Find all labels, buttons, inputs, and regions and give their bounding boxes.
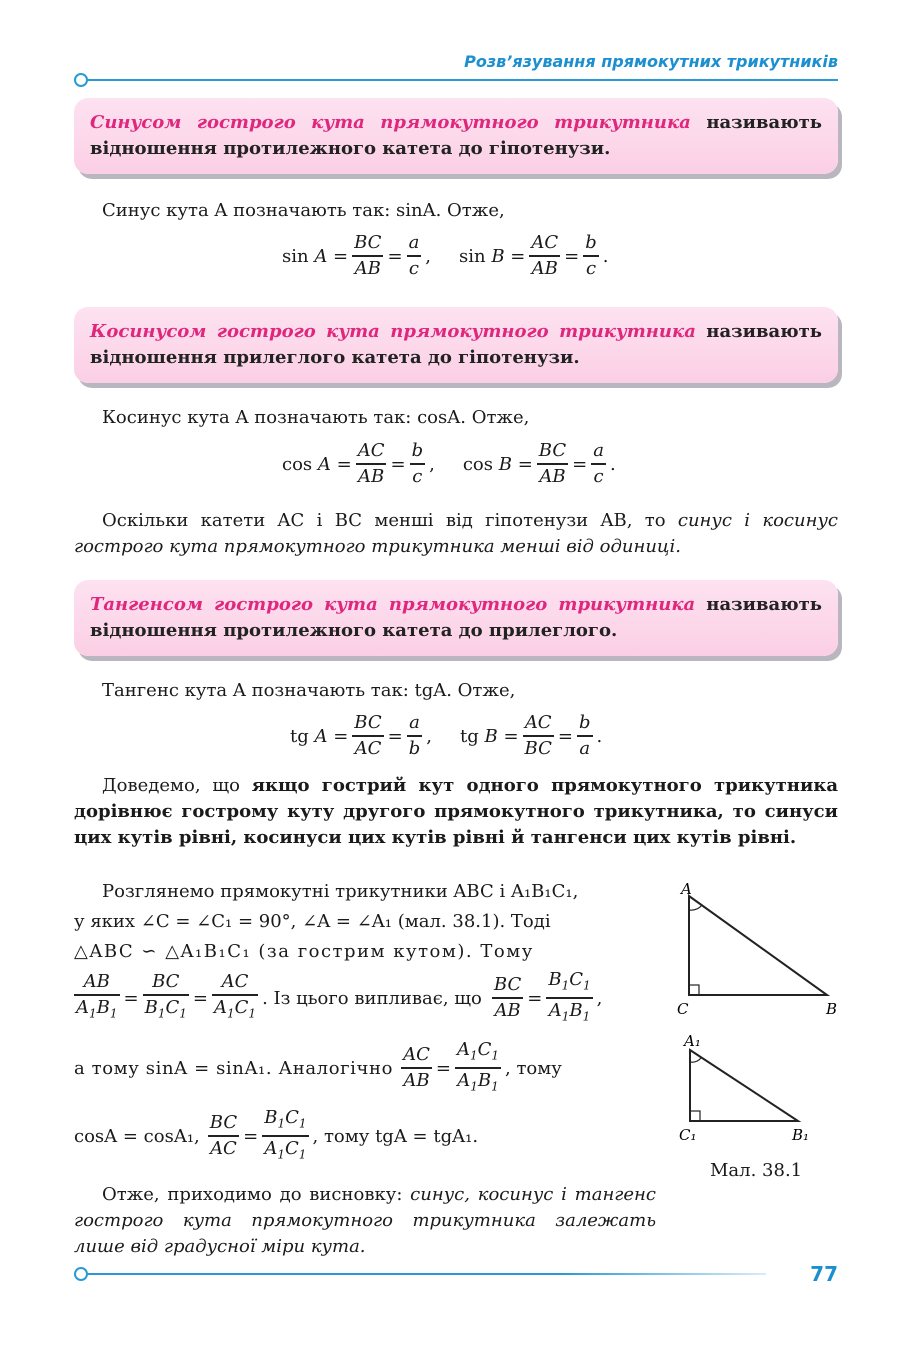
label-B1: B₁ [792,1126,810,1144]
right-angle-mark [689,985,699,995]
tangent-intro: Тангенс кута A позначають так: tgA. Отже, [102,680,516,701]
paragraph-text: Оскільки катети AC і BC менші від гіпотенузи AB, то [102,510,678,531]
sine-formula: sin A = $\frac{BC}{AB}$ = $\frac{a}{c}$ , sin B = $\frac{AC}{AB}$ = $\frac{b}{c}$ . [282,232,609,279]
figure-caption: Мал. 38.1 [710,1160,803,1181]
triangle-abc [689,896,827,995]
definition-text: називають відношення прилеглого катета до гіпотенузи. [90,321,822,368]
paragraph-emphasis: синус і косинус гострого кута прямокутного трикутника менші від одиниці. [74,510,838,557]
proof-line-2: у яких ∠C = ∠C₁ = 90°, ∠A = ∠A₁ (мал. 38.1). Тоді [74,911,551,932]
header-rule [86,79,838,81]
paragraph-bold: якщо гострий кут одного прямокутного трикутника дорівнює гострому куту другого прямокутного трикутника, то синуси цих кутів рівні, косинуси цих кутів рівні й тангенси цих кутів рівні. [74,775,838,848]
definition-text: називають відношення протилежного катета до прилеглого. [90,594,822,641]
figure-38-1 [672,880,842,1170]
cos-tg-line: cosA = cosA₁, $\frac{BC}{AC}$ = $\frac{B_1C_1}{A_1C_1}$ , тому tgA = tgA₁. [74,1106,479,1162]
less-than-one-paragraph [74,508,838,560]
label-B: B [826,1000,838,1018]
sine-intro: Синус кута A позначають так: sinA. Отже, [102,200,505,221]
tangent-formula: tg A = $\frac{BC}{AC}$ = $\frac{a}{b}$ , tg B = $\frac{AC}{BC}$ = $\frac{b}{a}$ . [290,712,603,759]
footer-rule [86,1273,766,1275]
label-C1: C₁ [679,1126,697,1144]
conclusion-paragraph [74,1182,656,1260]
sine-equality-line: а тому sinA = sinA₁. Аналогічно $\frac{AC}{AB}$ = $\frac{A_1C_1}{A_1B_1}$ , тому [74,1038,562,1094]
right-angle-mark [690,1111,700,1121]
label-C: C [677,1000,689,1018]
definition-text: називають відношення протилежного катета до гіпотенузи. [90,112,822,159]
cos-equality: cosA = cosA₁, [74,1125,200,1147]
page-number: 77 [810,1262,838,1286]
proof-line-1: Розглянемо прямокутні трикутники ABC і A₁B₁C₁, [102,881,579,902]
definition-sine [74,98,838,174]
paragraph-text: Отже, приходимо до висновку: [102,1184,411,1205]
triangle-a1b1c1 [690,1050,798,1121]
page-header [0,0,918,100]
paragraph-emphasis: синус, косинус і тангенс гострого кута прямокутного трикутника залежать лише від градусної міри кута. [74,1184,656,1257]
cosine-intro: Косинус кута A позначають так: cosA. Отже, [102,407,530,428]
label-A: A [681,880,692,898]
tg-equality: , тому tgA = tgA₁. [312,1125,479,1147]
follows-text: . Із цього випливає, що [262,987,482,1009]
then-text: а тому sinA = sinA₁. Аналогічно [74,1057,394,1079]
paragraph-text: Доведемо, що [102,775,252,796]
definition-tangent [74,580,838,656]
definition-cosine [74,307,838,383]
prove-statement [74,773,838,851]
running-title: Розв’язування прямокутних трикутників [464,52,838,71]
cosine-formula: cos A = $\frac{AC}{AB}$ = $\frac{b}{c}$ , cos B = $\frac{BC}{AB}$ = $\frac{a}{c}$ . [282,440,616,487]
definition-term: Косинусом гострого кута прямокутного трикутника [90,321,696,342]
definition-term: Синусом гострого кута прямокутного трикутника [90,112,691,133]
angle-arc [689,905,702,910]
definition-term: Тангенсом гострого кута прямокутного трикутника [90,594,696,615]
proof-line-3: △ABC ∽ △A₁B₁C₁ (за гострим кутом). Тому [74,941,534,962]
similarity-ratio: $\frac{AB}{A_1B_1}$ = $\frac{BC}{B_1C_1}$ = $\frac{AC}{A_1C_1}$ . Із цього випливає, що $\frac{BC}{AB}$ = $\frac{B_1C_1}{A_1B_1}$ , [76,968,603,1024]
angle-arc [690,1058,701,1062]
so-text: , тому [505,1057,562,1079]
label-A1: A₁ [684,1032,701,1050]
